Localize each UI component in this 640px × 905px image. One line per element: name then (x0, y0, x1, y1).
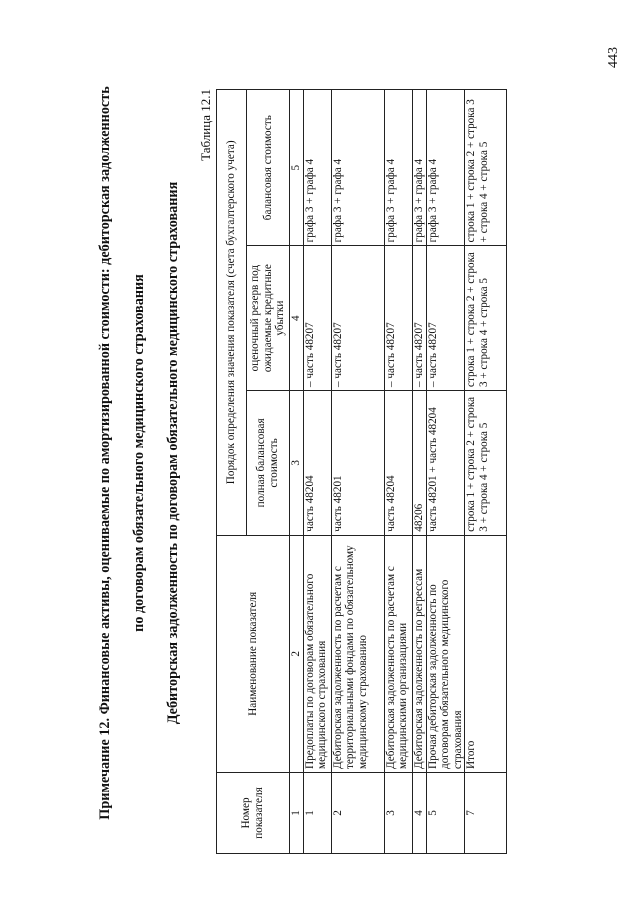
col-number-4: 4 (290, 246, 304, 391)
table-heading: Дебиторская задолженность по договорам обязательного медицинского страхования (165, 181, 181, 725)
row-name: Прочая дебиторская задолженность по договорам обязательного медицинского страхования (426, 535, 465, 772)
row-full-value: 48206 (412, 391, 426, 536)
row-name: Дебиторская задолженность по регрессам (412, 535, 426, 772)
row-balance-value: строка 1 + строка 2 + строка 3 + строка 4 + строка 5 (465, 90, 507, 246)
row-name: Дебиторская задолженность по расчетам с территориальными фондами по обязательному медицинскому страхованию (331, 535, 384, 772)
row-number: 1 (303, 772, 331, 853)
page-number: 443 (606, 47, 621, 68)
col-number-5: 5 (290, 90, 304, 246)
row-balance-value: графа 3 + графа 4 (303, 90, 331, 246)
row-balance-value: графа 3 + графа 4 (384, 90, 412, 246)
row-name: Дебиторская задолженность по расчетам с медицинскими организациями (384, 535, 412, 772)
table-row (384, 90, 412, 854)
row-reserve: – часть 48207 (426, 246, 465, 391)
row-number: 3 (384, 772, 412, 853)
row-name: Предоплаты по договорам обязательного медицинского страхования (303, 535, 331, 772)
row-balance-value: графа 3 + графа 4 (331, 90, 384, 246)
row-reserve: – часть 48207 (412, 246, 426, 391)
row-number: 2 (331, 772, 384, 853)
row-number: 5 (426, 772, 465, 853)
row-full-value: часть 48201 (331, 391, 384, 536)
note-title: Примечание 12. Финансовые активы, оцениваемые по амортизированной стоимости: дебиторская задолженность (97, 86, 113, 820)
row-name: Итого (465, 535, 507, 772)
note-subtitle: по договорам обязательного медицинского страхования (131, 274, 147, 632)
row-number: 7 (465, 772, 507, 853)
header-reserve: оценочный резерв под ожидаемые кредитные убытки (247, 246, 290, 391)
row-full-value: часть 48204 (384, 391, 412, 536)
header-full-value: полная балансовая стоимость (247, 391, 290, 536)
header-procedure: Порядок определения значения показателя (счета бухгалтерского учета) (217, 90, 247, 536)
header-row-1 (217, 90, 247, 854)
header-name: Наименование показателя (217, 535, 290, 772)
col-number-1: 1 (290, 772, 304, 853)
header-number: Номер показателя (217, 772, 290, 853)
col-number-2: 2 (290, 535, 304, 772)
table-row-total (465, 90, 507, 854)
row-full-value: строка 1 + строка 2 + строка 3 + строка 4 + строка 5 (465, 391, 507, 536)
header-balance-value: балансовая стоимость (247, 90, 290, 246)
row-balance-value: графа 3 + графа 4 (426, 90, 465, 246)
table-row (412, 90, 426, 854)
table-row (303, 90, 331, 854)
row-full-value: часть 48204 (303, 391, 331, 536)
table-row (331, 90, 384, 854)
receivables-table (216, 89, 507, 854)
table-caption: Таблица 12.1 (198, 89, 213, 161)
rotated-page-content (12, 18, 624, 888)
row-full-value: часть 48201 + часть 48204 (426, 391, 465, 536)
row-reserve: строка 1 + строка 2 + строка 3 + строка 4 + строка 5 (465, 246, 507, 391)
col-number-3: 3 (290, 391, 304, 536)
column-number-row (290, 90, 304, 854)
row-reserve: – часть 48207 (303, 246, 331, 391)
row-reserve: – часть 48207 (331, 246, 384, 391)
row-balance-value: графа 3 + графа 4 (412, 90, 426, 246)
table-row (426, 90, 465, 854)
row-number: 4 (412, 772, 426, 853)
row-reserve: – часть 48207 (384, 246, 412, 391)
